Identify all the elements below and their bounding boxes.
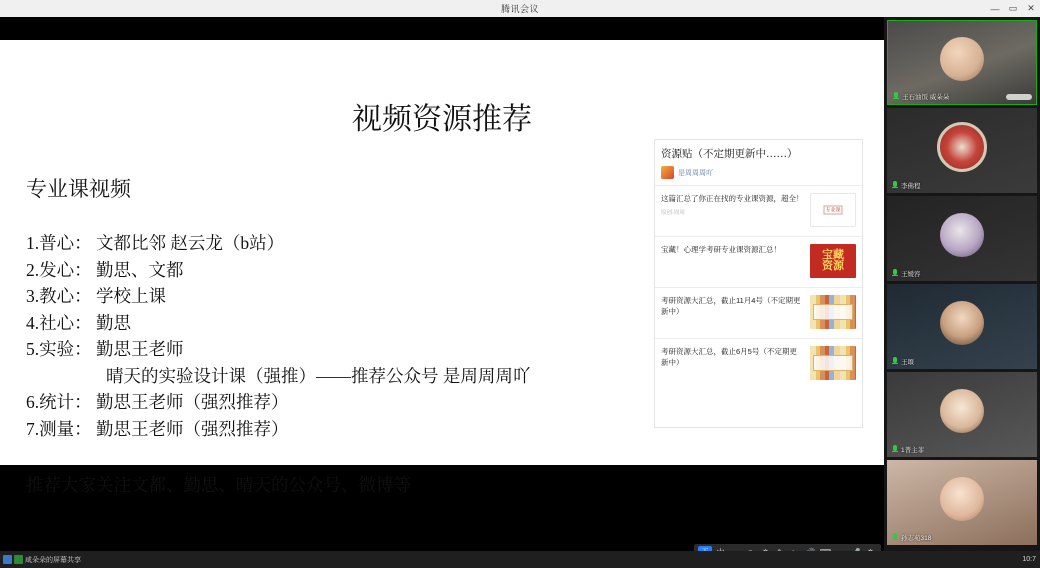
participant-name: 1普主菲 <box>901 447 925 454</box>
window-titlebar <box>0 0 1040 18</box>
slide-item-list <box>26 230 666 442</box>
item-number: 6. <box>26 392 40 412</box>
article-title: 这篇汇总了你正在找的专业课资源，超全！ <box>661 194 804 203</box>
item-label: 测量： <box>39 418 92 439</box>
participant-tile[interactable] <box>887 460 1037 545</box>
slide-list-item <box>26 283 666 310</box>
resource-card-title: 资源贴（不定期更新中……） <box>661 149 798 160</box>
participant-nametag <box>891 181 921 190</box>
share-status-label: 咸朵朵的屏幕共享 <box>25 556 81 564</box>
stage-top-letterbox <box>0 17 884 40</box>
item-value: 勤思、文都 <box>96 259 184 280</box>
shared-screen-stage <box>0 17 884 551</box>
presentation-slide <box>0 40 884 495</box>
mic-on-icon <box>891 269 898 278</box>
maximize-button[interactable]: ▭ <box>1008 3 1018 13</box>
close-button[interactable]: ✕ <box>1027 3 1035 13</box>
article-text <box>661 193 810 216</box>
article-thumbnail-icon <box>810 346 856 380</box>
item-value: 学校上课 <box>96 286 166 306</box>
slide-list-item <box>26 389 666 416</box>
participant-name: 王頌 <box>901 359 914 366</box>
participant-tile[interactable] <box>887 196 1037 281</box>
participant-tile[interactable] <box>887 20 1037 105</box>
slide-list-item <box>26 416 666 443</box>
participant-name: 孙志苑318 <box>901 535 932 542</box>
item-value: 晴天的实验设计课（强推）——推荐公众号 是周周周吖 <box>106 365 531 386</box>
item-value: 勤思 <box>96 312 131 333</box>
item-number: 7. <box>26 418 40 439</box>
list-item[interactable] <box>655 287 862 338</box>
participant-nametag <box>891 445 924 454</box>
item-number: 1. <box>26 233 40 253</box>
participant-nametag <box>892 92 949 101</box>
slide-footer-note: 推荐大家关注文都、勤思、晴天的公众号、微博等 <box>26 475 411 495</box>
taskbar-share-item[interactable] <box>0 555 81 565</box>
resource-card <box>654 139 863 428</box>
item-number: 2. <box>26 259 40 280</box>
item-label: 实验： <box>39 339 92 359</box>
article-title: 宝藏！心理学考研专业课资源汇总！ <box>661 245 781 254</box>
window-controls <box>986 0 1040 17</box>
item-label: 发心： <box>39 259 92 280</box>
avatar <box>940 477 984 521</box>
screen-share-icon <box>3 555 12 564</box>
meeting-app-icon <box>14 555 23 564</box>
wechat-avatar-icon <box>661 166 674 179</box>
resource-card-account <box>655 163 862 185</box>
audio-level-indicator <box>1006 94 1032 100</box>
mic-on-icon <box>891 181 898 190</box>
mic-on-icon <box>891 533 898 542</box>
avatar <box>940 37 984 81</box>
participant-tile[interactable] <box>887 284 1037 369</box>
item-value: 文都比邻 赵云龙（b站） <box>96 233 285 253</box>
clock: 10:7 <box>1022 556 1036 563</box>
article-meta: 原创·周周 <box>661 210 685 216</box>
participant-name: 王石油饭 威朵朵 <box>902 94 950 101</box>
participant-name: 王媛容 <box>901 271 921 278</box>
participant-nametag <box>891 357 914 366</box>
item-value: 勤思王老师 <box>96 339 184 359</box>
item-label: 普心： <box>39 233 92 253</box>
item-number: 5. <box>26 339 40 359</box>
article-title: 考研资源大汇总，截止11月4号（不定期更新中） <box>661 296 801 316</box>
mic-on-icon <box>892 92 899 101</box>
account-name: 是周周周吖 <box>678 169 713 177</box>
list-item[interactable] <box>655 338 862 389</box>
avatar <box>937 122 987 172</box>
participant-tile[interactable] <box>887 372 1037 457</box>
article-thumbnail-icon <box>810 244 856 278</box>
item-label: 教心： <box>39 286 92 306</box>
slide-list-item <box>26 336 666 363</box>
minimize-button[interactable]: — <box>990 3 1000 14</box>
article-text <box>661 244 810 259</box>
item-label: 统计： <box>39 392 92 412</box>
participant-nametag <box>891 269 921 278</box>
article-text <box>661 346 810 372</box>
participant-nametag <box>891 533 931 542</box>
avatar <box>940 301 984 345</box>
list-item[interactable] <box>655 185 862 236</box>
avatar <box>940 389 984 433</box>
article-text <box>661 295 810 321</box>
article-title: 考研资源大汇总，截止6月5号（不定期更新中） <box>661 347 797 367</box>
item-number: 4. <box>26 312 40 333</box>
item-number: 3. <box>26 286 40 306</box>
slide-list-item <box>26 310 666 337</box>
thumb-badge: 专业课 <box>825 207 841 214</box>
participant-tile[interactable] <box>887 108 1037 193</box>
participant-rail[interactable] <box>884 17 1040 551</box>
article-thumbnail-icon <box>810 295 856 329</box>
mic-on-icon <box>891 357 898 366</box>
slide-list-item <box>26 230 666 257</box>
slide-title: 视频资源推荐 <box>352 103 532 136</box>
taskbar <box>0 551 1040 568</box>
list-item[interactable] <box>655 236 862 287</box>
item-label: 社心： <box>39 312 92 333</box>
thumb-text: 宝藏 资源 <box>822 249 844 272</box>
article-thumbnail-icon <box>810 193 856 227</box>
slide-list-item-continuation <box>26 363 666 390</box>
window-title: 腾讯会议 <box>500 4 539 14</box>
item-value: 勤思王老师（强烈推荐） <box>96 418 289 439</box>
participant-name: 李佛程 <box>901 183 921 190</box>
slide-list-item <box>26 257 666 284</box>
slide-subtitle: 专业课视频 <box>26 177 131 201</box>
avatar <box>940 213 984 257</box>
item-value: 勤思王老师（强烈推荐） <box>96 392 289 412</box>
mic-on-icon <box>891 445 898 454</box>
